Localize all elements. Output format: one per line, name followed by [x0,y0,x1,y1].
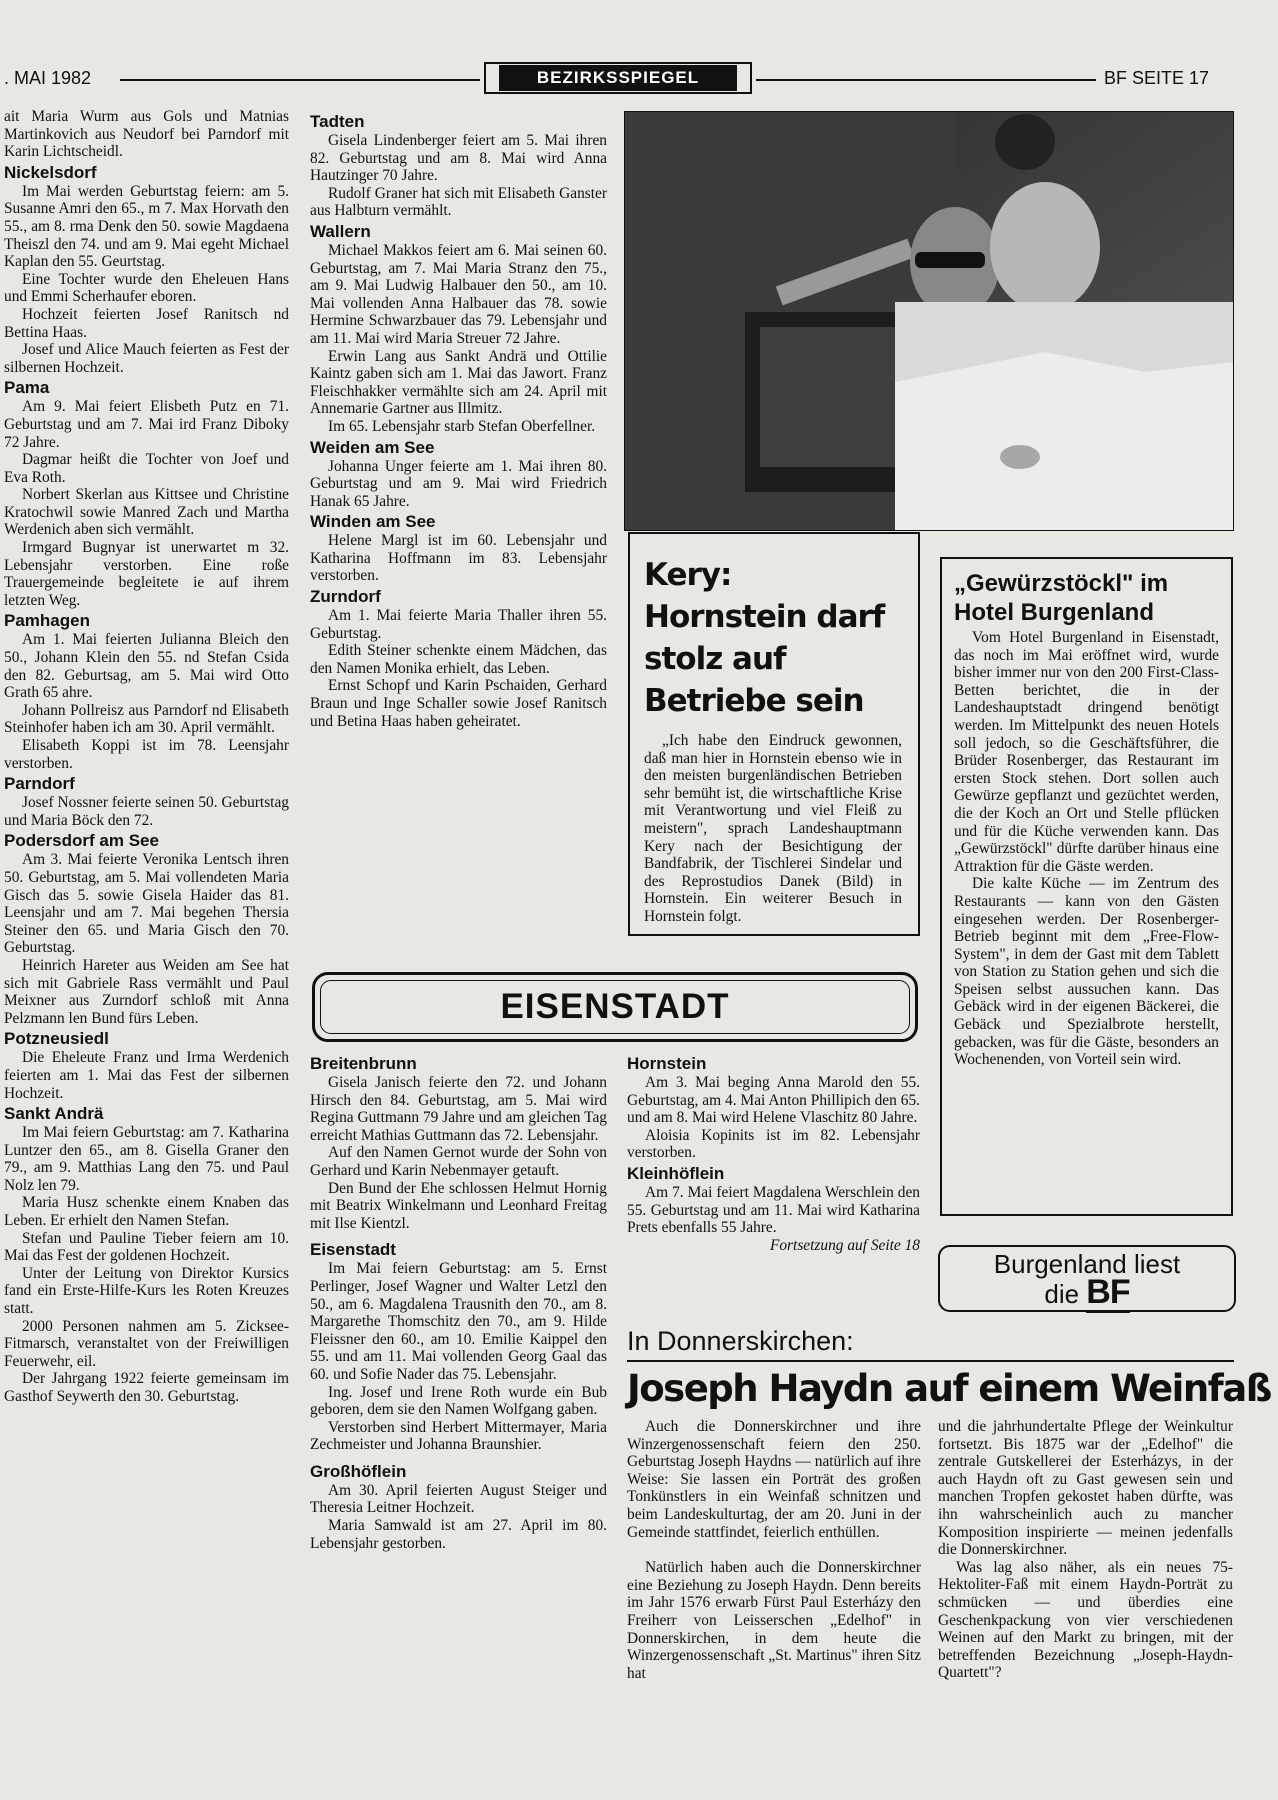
news-item: Helene Margl ist im 60. Lebensjahr und Katharina Hoffmann im 83. Lebensjahr verstorben. [310,532,607,585]
news-item: Gisela Lindenberger feiert am 5. Mai ihren 82. Geburtstag und am 8. Mai wird Anna Hautzinger 70 Jahre. [310,132,607,185]
section-heading: Hornstein [627,1054,707,1073]
news-item: Der Jahrgang 1922 feierte gemeinsam im Gasthof Seywerth den 30. Geburtstag. [4,1370,289,1405]
news-item: Im Mai werden Geburtstag feiern: am 5. Susanne Amri den 65., m 7. Max Horvath den 55., am 8. rma Denk den 50. sowie Magdaena Theiszl den 74. und am 9. Mai egeht Michael Kaplan den 55. Geurtstag. [4,182,289,271]
promo-box [938,1245,1236,1312]
news-item: Den Bund der Ehe schlossen Helmut Hornig mit Beatrix Winkelmann und Leonhard Freitag mit Ilse Kientzl. [310,1179,607,1232]
kicker-rule [627,1360,1234,1362]
page-number: BF SEITE 17 [1104,68,1210,88]
haydn-headline: Joseph Haydn auf einem Weinfaß [627,1367,1271,1410]
news-item: Im Mai feiern Geburtstag: am 7. Katharina Luntzer den 65., am 8. Gisella Graner den 79., am 9. Matthias Lang den 75. und Paul Nolz len 79. [4,1124,289,1194]
section-heading: Pamhagen [4,611,90,631]
news-item: Rudolf Graner hat sich mit Elisabeth Ganster aus Halbturn vermählt. [310,184,607,220]
news-item: Erwin Lang aus Sankt Andrä und Ottilie Kaintz gaben sich am 1. Mai das Jawort. Franz Fleischhakker vermählte sich am 24. April mit Annemarie Gartner aus Illmitz. [310,347,607,418]
haydn-paragraph: und die jahrhundertalte Pflege der Weinkultur fortsetzt. Bis 1875 war der „Edelhof" die zentrale Gutskellerei der Esterházys, in der auch Haydn oft zu Gast gewesen sein und manchen Tropfen gekostet haben dürfte, was ihn wahrscheinlich auch zu mancher Komposition inspirierte — meinen jedenfalls die Donnerskirchner. [938,1418,1233,1559]
news-item: Johanna Unger feierte am 1. Mai ihren 80. Geburtstag und am 9. Mai wird Friedrich Hanak 65 Jahre. [310,457,607,510]
news-item: Am 30. April feierten August Steiger und Theresia Leitner Hochzeit. [310,1481,607,1517]
kery-article-box [628,532,920,936]
header-rule-right [756,79,1096,81]
header-rule-left [120,79,480,81]
news-item: Dagmar heißt die Tochter von Joef und Eva Roth. [4,451,289,486]
photo-illustration [625,112,1233,530]
news-photo [624,111,1234,531]
news-item: Elisabeth Koppi ist im 78. Leensjahr verstorben. [4,737,289,772]
haydn-paragraph: Natürlich haben auch die Donnerskirchner eine Beziehung zu Joseph Haydn. Denn bereits im Jahr 1576 erwarb Fürst Paul Esterházy den Freiherr von Leisserschen „Edelhof" in Donnerskirchen, in dem heute die Winzergenossenschaft „St. Martinus" ihren Sitz hat [627,1559,921,1682]
haydn-column-2 [938,1418,1233,1682]
news-item: Ernst Schopf und Karin Pschaiden, Gerhard Braun und Inge Schaller sowie Josef Ranitsch und Betina Haas haben geheiratet. [310,677,607,730]
gewuerz-article-box [940,557,1233,1216]
news-item: Maria Samwald ist am 27. April im 80. Lebensjahr gestorben. [310,1517,607,1552]
eisenstadt-column-left [310,1052,607,1552]
news-item: Am 9. Mai feiert Elisbeth Putz en 71. Geburtstag und am 7. Mai ird Franz Diboky 72 Jahre. [4,398,289,451]
bf-logo: BF [1086,1273,1130,1311]
section-heading: Potzneusiedl [4,1029,109,1049]
news-item: Johann Pollreisz aus Parndorf nd Elisabeth Steinhofer haben ich am 30. April vermählt. [4,701,289,737]
news-item: Die Eheleute Franz und Irma Werdenich feierten am 1. Mai das Fest der silbernen Hochzeit. [4,1049,289,1102]
section-heading: Podersdorf am See [4,831,159,851]
continued-note: Fortsetzung auf Seite 18 [769,1236,920,1254]
news-item: Aloisia Kopinits ist im 82. Lebensjahr verstorben. [627,1126,920,1162]
news-item: Irmgard Bugnyar ist unerwartet m 32. Lebensjahr verstorben. Eine roße Trauergemeinde begleitete ie auf ihrem letzten Weg. [4,539,289,609]
section-heading: Tadten [310,112,365,131]
news-item: Am 1. Mai feierte Maria Thaller ihren 55. Geburtstag. [310,607,607,642]
section-heading: Pama [4,378,50,398]
haydn-column-1 [627,1418,921,1682]
gewuerz-paragraph: Vom Hotel Burgenland in Eisenstadt, das noch im Mai eröffnet wird, wurde bisher immer nur von den 200 First-Class-Betten berichtet, die in der Landeshauptstadt dringend benötigt werden. Im Mittelpunkt des neuen Hotels soll jedoch, so die Geschäftsführer, die Brüder Rosenberger, das Restaurant im ersten Stock stehen. Dort sollen auch Gewürze gepflanzt und gezüchtet werden, die der Koch an Ort und Stelle pflücken und für die Küche verwenden kann. Das „Gewürzstöckl" dürfte darüber hinaus eine Attraktion für die Gäste werden. [954,629,1219,875]
section-heading: Wallern [310,221,371,241]
issue-date: . MAI 1982 [4,68,92,88]
section-heading: Zurndorf [310,587,381,607]
news-item: Josef und Alice Mauch feierten as Fest der silbernen Hochzeit. [4,341,289,376]
news-item: Gisela Janisch feierte den 72. und Johann Hirsch den 84. Geburtstag, am 5. Mai wird Regina Guttmann 79 Jahre und am gleichen Tag erreicht Mathias Guttmann das 72. Lebensjahr. [310,1074,607,1144]
news-item: Auf den Namen Gernot wurde der Sohn von Gerhard und Karin Nebenmayer getauft. [310,1144,607,1179]
news-item: Maria Husz schenkte einem Knaben das Leben. Er erhielt den Namen Stefan. [4,1194,289,1230]
news-item: Eine Tochter wurde den Eheleuen Hans und Emmi Scherhaufer eboren. [4,270,289,306]
promo-line-1: Burgenland liest [993,1249,1181,1279]
region-banner [312,972,918,1042]
news-item: Am 3. Mai beging Anna Marold den 55. Geburtstag, am 4. Mai Anton Phillipich den 65. und am 8. Mai wird Helene Vlaschitz 80 Jahre. [627,1074,920,1127]
news-item: Am 3. Mai feierte Veronika Lentsch ihren 50. Geburtstag, am 5. Mai vollendeten Maria Gisch das 5. sowie Gisela Haider das 81. Leensjahr und am 7. Mai begehen Thersia Steiner den 65. und Maria Gisch den 70. Geburtstag. [4,851,289,957]
news-item: Josef Nossner feierte seinen 50. Geburtstag und Maria Böck den 72. [4,794,289,829]
kery-headline: Kery: Hornstein darf stolz auf Betriebe sein [644,557,885,719]
col1-intro: ait Maria Wurm aus Gols und Matnias Martinkovich aus Neudorf bei Parndorf mit Karin Lichtscheidl. [4,108,289,161]
news-item: Im 65. Lebensjahr starb Stefan Oberfellner. [328,417,596,435]
section-heading: Kleinhöflein [627,1163,725,1183]
news-item: Heinrich Hareter aus Weiden am See hat sich mit Gabriele Rass vermählt und Paul Meixner aus Zurndorf schloß mit Anna Pelzmann len Bund fürs Leben. [4,956,289,1027]
kery-body: „Ich habe den Eindruck gewonnen, daß man hier in Hornstein ebenso wie in den meisten burgenländischen Betrieben sehr bemüht ist, die wirtschaftliche Krise mit Verantwortung und viel Fleiß zu meistern", sprach Landeshauptmann Kery nach der Besichtigung der Bandfabrik, der Tischlerei Sindelar und des Reprostudios Danek (Bild) in Hornstein. Ein weiterer Besuch in Hornstein folgt. [644,732,902,925]
section-title-box [484,62,752,94]
section-heading: Winden am See [310,512,436,532]
news-item: Norbert Skerlan aus Kittsee und Christine Kratochwil sowie Manred Zach und Martha Werdenich aben sich vermählt. [4,486,289,539]
column-2 [310,110,607,730]
news-item: 2000 Personen nahmen am 5. Zicksee-Fitmarsch, veranstaltet von der Freiwilligen Feuerwehr, eil. [4,1317,289,1370]
news-item: Edith Steiner schenkte einem Mädchen, das den Namen Monika erhielt, das Leben. [310,642,607,677]
news-item: Michael Makkos feiert am 6. Mai seinen 60. Geburtstag, am 7. Mai Maria Stranz den 75., am 9. Mai Ludwig Halbauer den 50., am 10. Mai vollenden Anna Halbauer das 78. sowie Hermine Schwarzbauer das 79. Lebensjahr und am 11. Mai wird Maria Streuer 72 Jahre. [310,241,607,347]
news-item: Am 7. Mai feiert Magdalena Werschlein den 55. Geburtstag und am 11. Mai wird Katharina Prets ebenfalls 55 Jahre. [627,1183,920,1237]
haydn-paragraph: Was lag also näher, als ein neues 75-Hektoliter-Faß mit einem Haydn-Porträt zu schmücken — und überdies eine Geschenkpackung von vier verschiedenen Weinen auf den Markt zu bringen, mit der betreffenden Bezeichnung „Joseph-Haydn-Quartett"? [938,1558,1233,1682]
eisenstadt-column-right [627,1052,920,1254]
section-heading: Breitenbrunn [310,1054,417,1073]
region-banner-title: EISENSTADT [500,987,730,1026]
news-item: Am 1. Mai feierten Julianna Bleich den 50., Johann Klein den 55. nd Stefan Csida den 82. Geburtsag, am 5. Mai wird Otto Grath 65 ahre. [4,631,289,702]
section-heading: Nickelsdorf [4,162,97,182]
haydn-kicker: In Donnerskirchen: [627,1326,854,1356]
news-item: Ing. Josef und Irene Roth wurde ein Bub geboren, dem sie den Namen Wolfgang gaben. [310,1383,607,1419]
news-item: Unter der Leitung von Direktor Kursics fand ein Erste-Hilfe-Kurs les Roten Kreuzes statt. [4,1264,289,1318]
news-item: Hochzeit feierten Josef Ranitsch nd Bettina Haas. [4,305,289,341]
news-item: Im Mai feiern Geburtstag: am 5. Ernst Perlinger, Josef Wagner und Walter Letzl den 50., am 6. Magdalena Trausnith den 70., am 8. Margarethe Thomschitz den 70., am 9. Hilde Fleissner den 60., am 10. Emilie Kaippel den 55. und am 11. Mai vollenden Georg Gaal das 60. und Sofie Nader das 75. Lebensjahr. [310,1260,607,1383]
gewuerz-headline: „Gewürzstöckl" im Hotel Burgenland [954,570,1169,626]
news-item: Stefan und Pauline Tieber feiern am 10. Mai das Fest der goldenen Hochzeit. [4,1229,289,1265]
section-heading: Weiden am See [310,437,435,457]
gewuerz-paragraph: Die kalte Küche — im Zentrum des Restaurants — kann von den Gästen eingesehen werden. Der Rosenberger-Betrieb beginnt mit dem „Free-Flow-System", in dem der Gast mit dem Tablett von Station zu Station gehen und sich die Speisen selbst aussuchen kann. Das Gebäck wird in der eigenen Bäckerei, die Gebäck und Spezialbrote herstellt, gebacken, was für die Gäste, besonders an Wochenenden, von Vorteil sein wird. [954,875,1219,1069]
section-heading: Eisenstadt [310,1240,396,1260]
section-title: BEZIRKSSPIEGEL [499,65,737,91]
haydn-paragraph: Auch die Donnerskirchner und ihre Winzergenossenschaft feiern den 250. Geburtstag Joseph Haydns — natürlich auf ihre Weise: Sie lassen ein Porträt des großen Tonkünstlers in ein Weinfaß schnitzen und beim Landeskulturtag, der am 20. Juni in der Gemeinde stattfindet, feierlich enthüllen. [627,1418,921,1541]
promo-line-2: die [1044,1279,1080,1309]
section-heading: Parndorf [4,774,75,794]
section-heading: Sankt Andrä [4,1104,104,1124]
section-heading: Großhöflein [310,1461,407,1481]
column-1 [4,108,289,1406]
news-item: Verstorben sind Herbert Mittermayer, Maria Zechmeister und Johanna Braunshier. [310,1418,607,1454]
